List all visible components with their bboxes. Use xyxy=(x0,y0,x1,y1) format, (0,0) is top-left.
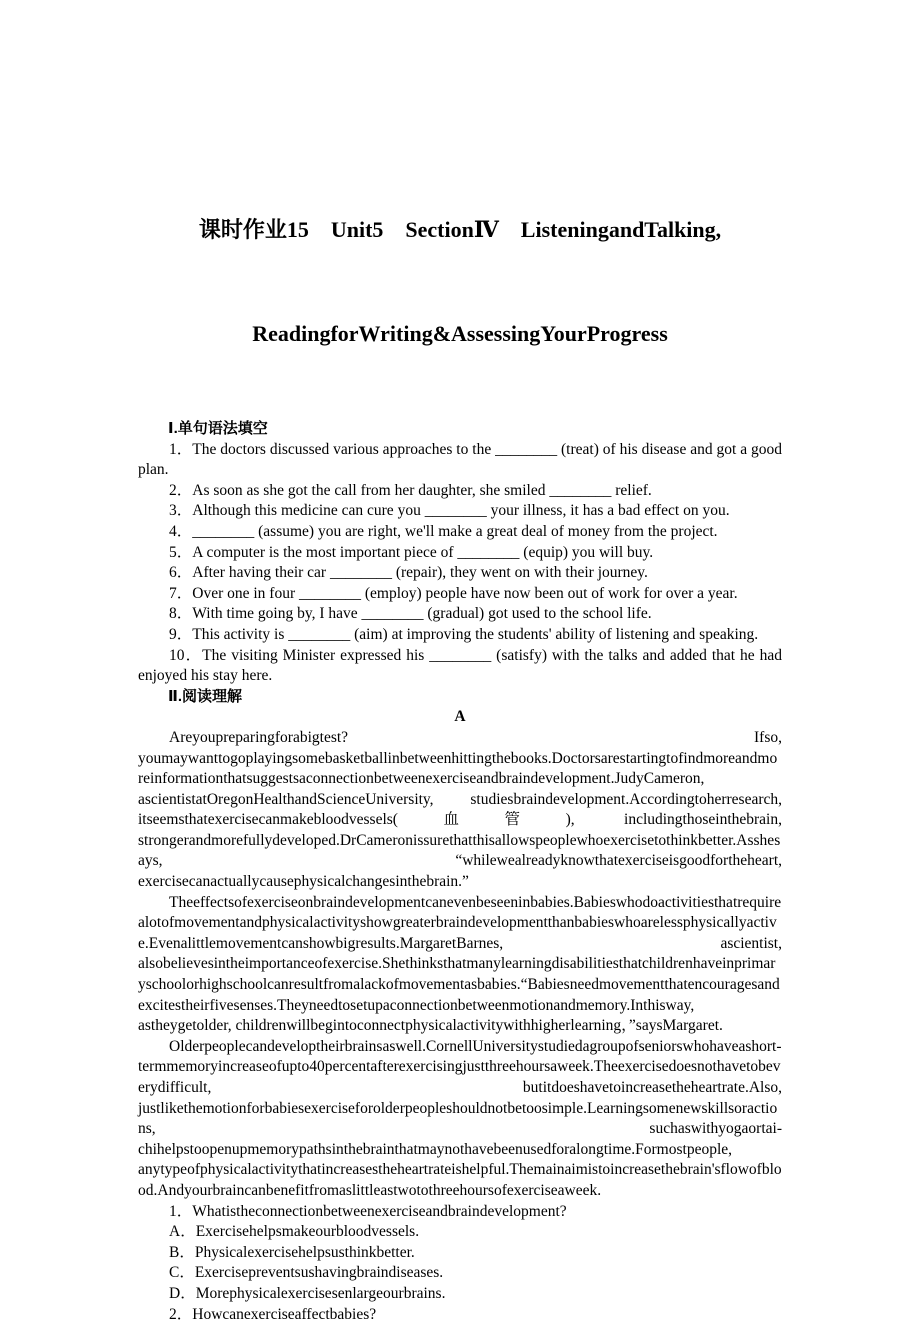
grammar-question-7: 7．Over one in four ________ (employ) people have now been out of work for over a year. xyxy=(169,584,738,602)
grammar-question-1: 1．The doctors discussed various approaches to the ________ (treat) of his disease and got a good plan. xyxy=(138,440,782,479)
passage-paragraph-2: Theeffectsofexerciseonbraindevelopmentcanevenbeseeninbabies.Babieswhodoactivitiesthatrequirealotofmovementandphysicalactivityshowgreaterbraindevelopmentthanbabieswhoarelessphysicallyactive.Evenalittlemovementcanshowbigresults.MargaretBarnes, ascientist, alsobelievesintheimportanceofexercise.Shethinksthatmanylearningdisabilitiesthatchildrenhaveinprimaryschoolorhighschoolcanresultfromalackofmovementasbabies.“Babiesneedmovementthatencouragesandexcitestheirfivesenses.Theyneedtosetupaconnectionbetweenmotionandmemory.Inthisway, astheygetolder, childrenwillbegintoconnectphysicalactivitywithhigherlearning，”saysMargaret. xyxy=(138,893,782,1035)
grammar-question-4: 4．________ (assume) you are right, we'll make a great deal of money from the project. xyxy=(169,522,718,540)
answer-option-b: B．Physicalexercisehelpsusthinkbetter. xyxy=(169,1243,415,1261)
title-line-2: ReadingforWriting&AssessingYourProgress xyxy=(252,321,668,346)
reading-question-2: 2．Howcanexerciseaffectbabies? xyxy=(169,1305,377,1323)
passage-label: A xyxy=(454,708,466,726)
grammar-question-8: 8．With time going by, I have ________ (gradual) got used to the school life. xyxy=(169,605,652,623)
grammar-question-2: 2．As soon as she got the call from her daughter, she smiled ________ relief. xyxy=(169,481,652,499)
grammar-question-10: 10．The visiting Minister expressed his ________ (satisfy) with the talks and added that he had enjoyed his stay here. xyxy=(138,646,782,685)
grammar-question-5: 5．A computer is the most important piece of ________ (equip) you will buy. xyxy=(169,543,654,561)
answer-option-a: A．Exercisehelpsmakeourbloodvessels. xyxy=(169,1223,420,1241)
document-title xyxy=(138,160,782,404)
title-line-1: 课时作业15 Unit5 SectionⅣ ListeningandTalking, xyxy=(198,217,722,242)
grammar-question-9: 9．This activity is ________ (aim) at improving the students' ability of listening and speaking. xyxy=(169,625,759,643)
answer-option-d: D．Morephysicalexercisesenlargeourbrains. xyxy=(169,1284,446,1302)
passage-paragraph-1: Areyoupreparingforabigtest? Ifso, youmaywanttogoplayingsomebasketballinbetweenhittingthebooks.Doctorsarestartingtofindmoreandmoreinformationthatsuggestsaconnectionbetweenexerciseandbraindevelopment.JudyCameron, ascientistatOregonHealthandScienceUniversity, studiesbraindevelopment.Accordingtoherresearch, itseemsthatexercisecanmakebloodvessels(血管), includingthoseinthebrain, strongerandmorefullydeveloped.DrCameronissurethatthisallowspeoplewhoexercisetothinkbetter.Asshesays, “whilewealreadyknowthatexerciseisgoodfortheheart, exercisecanactuallycausephysicalchangesinthebrain.” xyxy=(138,728,782,891)
passage-paragraph-3: Olderpeoplecandeveloptheirbrainsaswell.CornellUniversitystudiedagroupofseniorswhohaveashort-termmemoryincreaseofupto40percentafterexercisingjustthreehoursaweek.Theexercisedoesnothavetobeverydifficult, butitdoeshavetoincreasetheheartrate.Also, justlikethemotionforbabiesexerciseforolderpeopleshouldnotbetoosimple.Learningsomenewskillsoractions, suchaswithyogaortai-chihelpstoopenupmemorypathsinthebrainthatmaynothavebeenusedforalongtime.Formostpeople, anytypeofphysicalactivitythatincreasestheheartrateishelpful.Themainaimistoincreasethebrain'sflowofblood.Andyourbraincanbenefitfromaslittleastwotothreehoursofexerciseaweek. xyxy=(138,1037,782,1199)
grammar-question-3: 3．Although this medicine can cure you ________ your illness, it has a bad effect on you. xyxy=(169,502,730,520)
section2-heading: Ⅱ.阅读理解 xyxy=(168,687,243,705)
grammar-question-6: 6．After having their car ________ (repair), they went on with their journey. xyxy=(169,564,648,582)
reading-question-1: 1．Whatistheconnectionbetweenexerciseandbraindevelopment? xyxy=(169,1202,567,1220)
section1-heading: Ⅰ.单句语法填空 xyxy=(168,420,268,437)
answer-option-c: C．Exercisepreventsushavingbraindiseases. xyxy=(169,1264,444,1282)
